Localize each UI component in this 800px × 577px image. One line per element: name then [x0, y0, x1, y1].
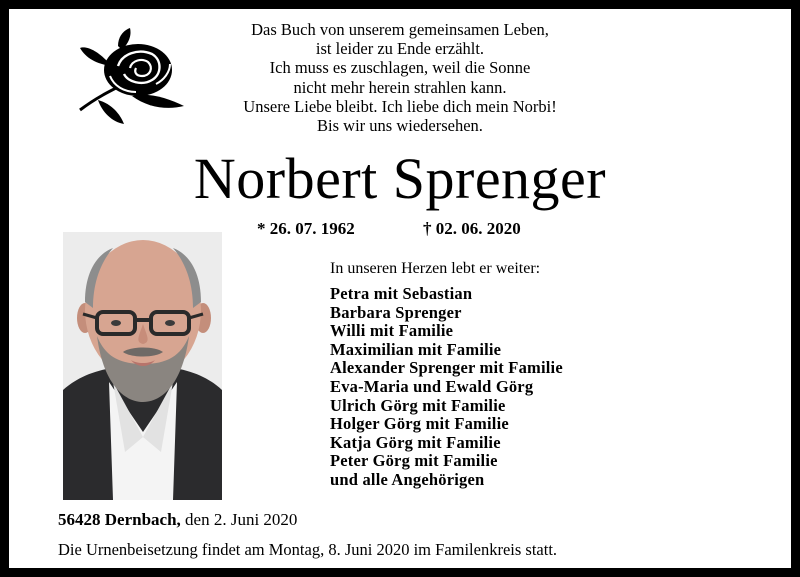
- mourner-name: Holger Görg mit Familie: [330, 414, 509, 434]
- mourners-intro: In unseren Herzen lebt er weiter:: [330, 260, 541, 277]
- poem-line: Unsere Liebe bleibt. Ich liebe dich mein Norbi!: [243, 96, 557, 116]
- mourner-name: Ulrich Görg mit Familie: [330, 395, 506, 415]
- rose-icon: [72, 26, 188, 128]
- mourner-name: Maximilian mit Familie: [330, 339, 502, 359]
- death-date: † 02. 06. 2020: [423, 219, 521, 238]
- place-date: den 2. Juni 2020: [185, 510, 298, 529]
- memorial-poem: [180, 20, 620, 135]
- portrait-photo: [63, 232, 222, 500]
- place-city: 56428 Dernbach,: [58, 510, 181, 529]
- place-and-date: [58, 510, 297, 530]
- birth-date: * 26. 07. 1962: [257, 219, 355, 238]
- mourner-name: und alle Angehörigen: [330, 469, 485, 489]
- mourner-name: Eva-Maria und Ewald Görg: [330, 376, 534, 396]
- deceased-name: Norbert Sprenger: [193, 146, 607, 211]
- poem-line: ist leider zu Ende erzählt.: [315, 39, 485, 59]
- mourner-name: Willi mit Familie: [330, 321, 454, 341]
- poem-line: Ich muss es zuschlagen, weil die Sonne: [269, 58, 531, 78]
- mourner-name: Alexander Sprenger mit Familie: [330, 358, 563, 378]
- poem-line: Bis wir uns wiedersehen.: [317, 116, 483, 136]
- portrait-illustration: [63, 232, 222, 500]
- burial-notice: Die Urnenbeisetzung findet am Montag, 8. Juni 2020 im Familenkreis statt.: [58, 540, 558, 559]
- mourner-name: Petra mit Sebastian: [330, 284, 473, 303]
- mourner-name: Peter Görg mit Familie: [330, 451, 498, 471]
- mourner-name: Barbara Sprenger: [330, 302, 462, 322]
- poem-line: nicht mehr herein strahlen kann.: [293, 77, 507, 97]
- mourners-list: [330, 285, 563, 490]
- mourner-name: Katja Görg mit Familie: [330, 432, 501, 452]
- poem-line: Das Buch von unserem gemeinsamen Leben,: [251, 20, 549, 39]
